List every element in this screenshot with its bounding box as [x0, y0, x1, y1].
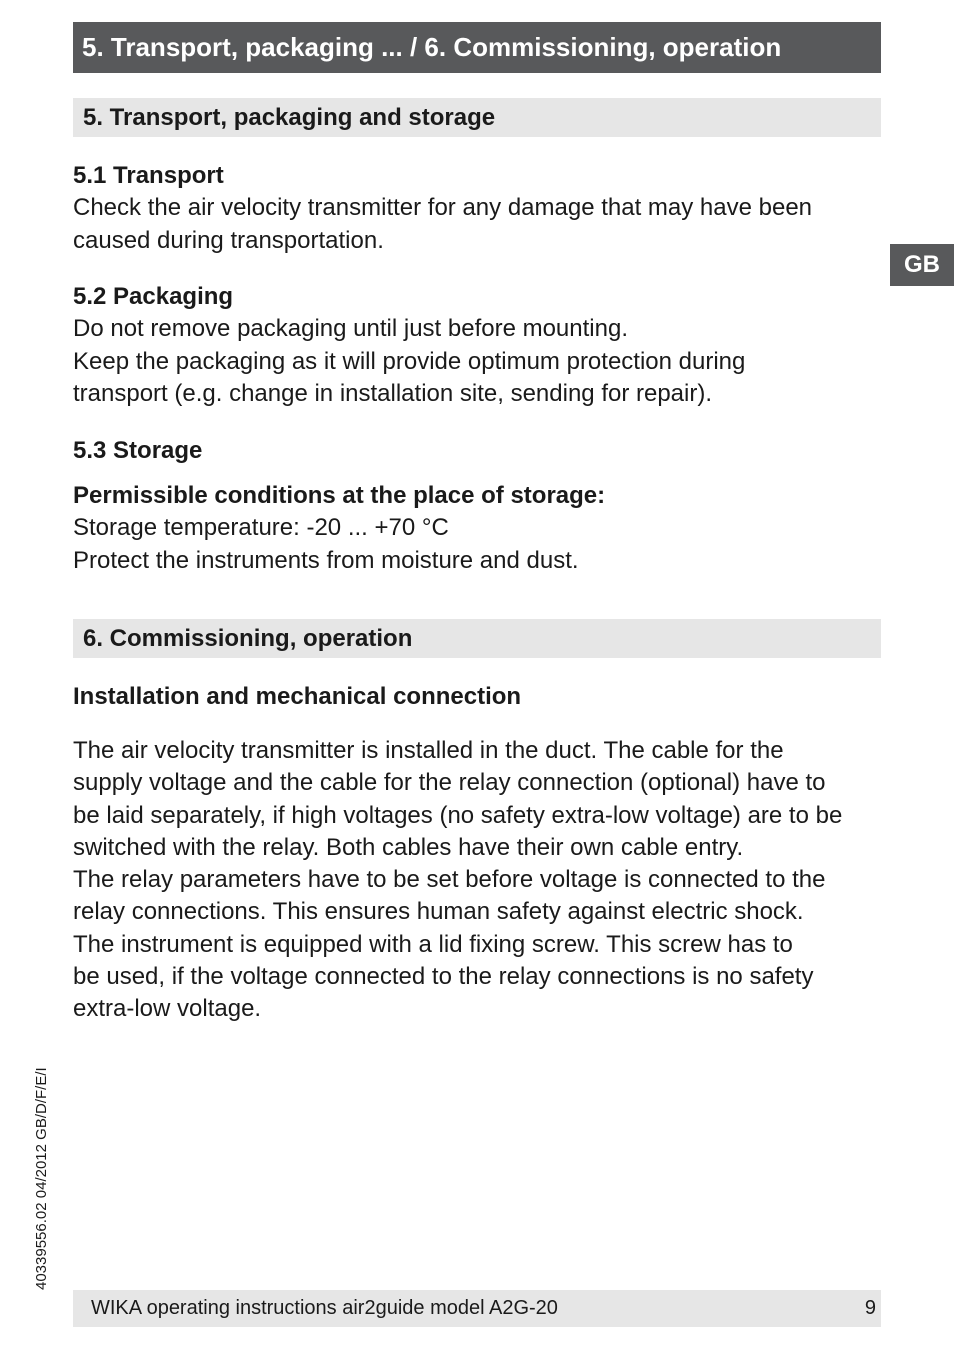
installation-line-4: switched with the relay. Both cables have their own cable entry.	[73, 833, 744, 861]
packaging-heading: 5.2 Packaging	[73, 283, 234, 310]
page-footer	[73, 1290, 881, 1327]
packaging-line-2: Keep the packaging as it will provide optimum protection during	[73, 347, 746, 375]
installation-heading-block	[73, 681, 883, 713]
section-5-title: 5. Transport, packaging and storage	[73, 98, 881, 137]
packaging-line-3: transport (e.g. change in installation site, sending for repair).	[73, 379, 713, 407]
installation-line-7: The instrument is equipped with a lid fixing screw. This screw has to	[73, 930, 793, 958]
storage-block	[73, 480, 883, 577]
installation-line-2: supply voltage and the cable for the relay connection (optional) have to	[73, 769, 826, 797]
installation-line-1: The air velocity transmitter is installed in the duct. The cable for the	[73, 737, 784, 764]
installation-line-5: The relay parameters have to be set before voltage is connected to the	[73, 866, 826, 894]
storage-line-1: Storage temperature: -20 ... +70 °C	[73, 514, 449, 542]
document-code: 40339556.02 04/2012 GB/D/F/E/I	[33, 1067, 50, 1290]
transport-line-1: Check the air velocity transmitter for any damage that may have been	[73, 194, 813, 222]
installation-line-9: extra-low voltage.	[73, 995, 262, 1023]
packaging-block	[73, 281, 883, 410]
installation-line-8: be used, if the voltage connected to the relay connections is no safety	[73, 963, 814, 991]
transport-block	[73, 160, 883, 257]
storage-heading-block	[73, 435, 883, 467]
installation-line-6: relay connections. This ensures human safety against electric shock.	[73, 898, 804, 926]
packaging-line-1: Do not remove packaging until just before mounting.	[73, 315, 628, 343]
section-6-title: 6. Commissioning, operation	[73, 619, 881, 658]
language-tab-gb: GB	[890, 244, 954, 286]
transport-heading: 5.1 Transport	[73, 162, 224, 189]
storage-heading: 5.3 Storage	[73, 437, 203, 464]
installation-heading: Installation and mechanical connection	[73, 683, 522, 710]
installation-block	[73, 735, 883, 1026]
installation-line-3: be laid separately, if high voltages (no safety extra-low voltage) are to be	[73, 801, 843, 829]
storage-subheading: Permissible conditions at the place of storage:	[73, 482, 606, 509]
storage-line-2: Protect the instruments from moisture and dust.	[73, 546, 579, 574]
transport-line-2: caused during transportation.	[73, 226, 384, 254]
page-header: 5. Transport, packaging ... / 6. Commissioning, operation	[73, 22, 881, 73]
footer-text: WIKA operating instructions air2guide model A2G-20	[91, 1297, 558, 1319]
page-number: 9	[864, 1297, 876, 1319]
